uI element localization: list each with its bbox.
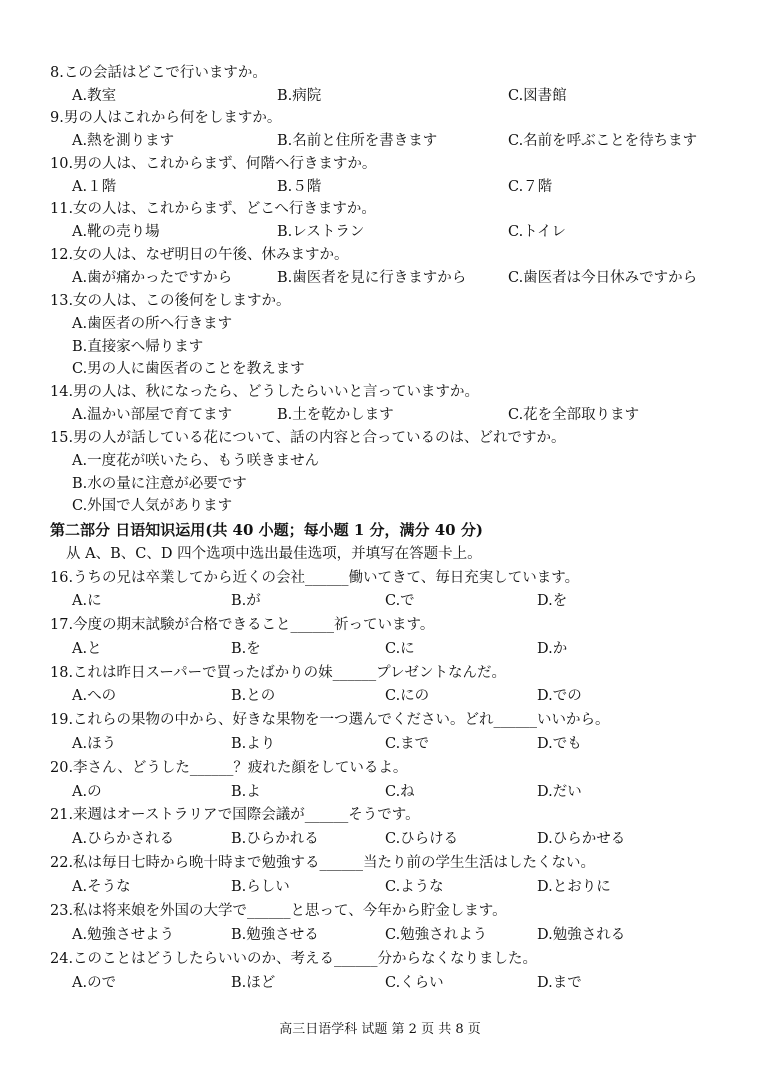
option-a: A.１階 [72, 179, 117, 195]
question-text: 23.私は将来娘を外国の大学で______と思って、今年から貯金します。 [50, 903, 507, 919]
option-a: A.一度花が咲いたら、もう咲きません [72, 453, 320, 469]
question-text: 22.私は毎日七時から晩十時まで勉強する______当たり前の学生生活はしたくない。 [50, 855, 596, 871]
option-b: B.土を乾かします [277, 407, 394, 423]
option-b: B.直接家へ帰ります [72, 339, 204, 355]
question-24 [0, 948, 760, 970]
option-b: B.歯医者を見に行きますから [277, 270, 467, 286]
option-b: B.ひらかれる [231, 831, 319, 847]
question-text: 17.今度の期末試験が合格できること______祈っています。 [50, 617, 435, 633]
question-text: 13.女の人は、この後何をしますか。 [50, 293, 291, 309]
option-c: C.ような [385, 879, 444, 895]
option-a: A.歯が痛かったですから [72, 270, 233, 286]
option-b: B.名前と住所を書きます [277, 133, 438, 149]
option-a: A.教室 [72, 88, 117, 104]
option-c: C.まで [385, 736, 430, 752]
question-text: 8.この会話はどこで行いますか。 [50, 65, 267, 81]
option-d: D.だい [537, 784, 582, 800]
question-text: 21.来週はオーストラリアで国際会議が______そうです。 [50, 807, 420, 823]
option-b: B.が [231, 593, 261, 609]
options-21 [0, 828, 760, 850]
option-b: B.ほど [231, 975, 276, 991]
option-d: D.を [537, 593, 568, 609]
question-14 [0, 381, 760, 403]
option-b: B.勉強させる [231, 927, 319, 943]
option-c: C.男の人に歯医者のことを教えます [72, 361, 305, 377]
options-18 [0, 685, 760, 707]
options-20 [0, 781, 760, 803]
option-a: A.ひらかされる [72, 831, 175, 847]
option-a: A.温かい部屋で育てます [72, 407, 233, 423]
option-a: A.ので [72, 975, 117, 991]
option-13a [0, 313, 760, 335]
question-text: 18.これは昨日スーパーで買ったばかりの妹______プレゼントなんだ。 [50, 665, 507, 681]
option-13c [0, 358, 760, 380]
options-8 [0, 85, 760, 107]
option-c: C.くらい [385, 975, 444, 991]
question-text: 14.男の人は、秋になったら、どうしたらいいと言っていますか。 [50, 384, 480, 400]
question-8 [0, 62, 760, 84]
option-c: C.勉強されよう [385, 927, 488, 943]
option-c: C.に [385, 641, 415, 657]
options-24 [0, 972, 760, 994]
question-12 [0, 244, 760, 266]
option-d: D.か [537, 641, 568, 657]
question-23 [0, 900, 760, 922]
question-text: 15.男の人が話している花について、話の内容と合っているのは、どれですか。 [50, 430, 566, 446]
options-19 [0, 733, 760, 755]
question-18 [0, 662, 760, 684]
question-text: 9.男の人はこれから何をしますか。 [50, 110, 282, 126]
option-d: D.ひらかせる [537, 831, 626, 847]
option-d: D.での [537, 688, 582, 704]
option-c: C.外国で人気があります [72, 498, 233, 514]
option-a: A.ほう [72, 736, 117, 752]
section-instruction-row [0, 543, 760, 565]
question-20 [0, 757, 760, 779]
option-a: A.と [72, 641, 102, 657]
option-b: B.水の量に注意が必要です [72, 476, 247, 492]
option-a: A.の [72, 784, 102, 800]
option-15b [0, 473, 760, 495]
option-b: B.らしい [231, 879, 290, 895]
question-22 [0, 852, 760, 874]
option-a: A.勉強させよう [72, 927, 175, 943]
question-21 [0, 804, 760, 826]
option-c: C.７階 [508, 179, 553, 195]
options-16 [0, 590, 760, 612]
options-10 [0, 176, 760, 198]
question-text: 10.男の人は、これからまず、何階へ行きますか。 [50, 156, 377, 172]
option-d: D.勉強される [537, 927, 626, 943]
option-d: D.とおりに [537, 879, 611, 895]
option-b: B.レストラン [277, 224, 365, 240]
option-a: A.への [72, 688, 117, 704]
option-13b [0, 336, 760, 358]
question-text: 12.女の人は、なぜ明日の午後、休みますか。 [50, 247, 349, 263]
option-a: A.そうな [72, 879, 131, 895]
options-14 [0, 404, 760, 426]
question-17 [0, 614, 760, 636]
option-c: C.名前を呼ぶことを待ちます [508, 133, 698, 149]
options-12 [0, 267, 760, 289]
question-text: 20.李さん、どうした______？疲れた顔をしているよ。 [50, 760, 408, 776]
question-11 [0, 198, 760, 220]
question-9 [0, 107, 760, 129]
option-b: B.との [231, 688, 276, 704]
options-22 [0, 876, 760, 898]
option-d: D.でも [537, 736, 582, 752]
option-c: C.トイレ [508, 224, 566, 240]
section-instruction: 从 A、B、C、D 四个选项中选出最佳选项，并填写在答题卡上。 [66, 546, 482, 562]
question-16 [0, 567, 760, 589]
options-17 [0, 638, 760, 660]
option-c: C.歯医者は今日休みですから [508, 270, 698, 286]
question-text: 16.うちの兄は卒業してから近くの会社______働いてきて、毎日充実しています。 [50, 570, 580, 586]
option-a: A.に [72, 593, 102, 609]
option-c: C.ひらける [385, 831, 459, 847]
option-c: C.ね [385, 784, 415, 800]
option-a: A.歯医者の所へ行きます [72, 316, 233, 332]
option-c: C.で [385, 593, 415, 609]
question-15 [0, 427, 760, 449]
options-9 [0, 130, 760, 152]
option-b: B.５階 [277, 179, 322, 195]
question-text: 11.女の人は、これからまず、どこへ行きますか。 [50, 201, 376, 217]
section-heading: 第二部分 日语知识运用(共 40 小题；每小题 1 分，满分 40 分) [50, 521, 483, 539]
options-11 [0, 221, 760, 243]
option-d: D.まで [537, 975, 582, 991]
option-a: A.熱を測ります [72, 133, 175, 149]
options-23 [0, 924, 760, 946]
option-b: B.より [231, 736, 276, 752]
option-15a [0, 450, 760, 472]
option-15c [0, 495, 760, 517]
option-c: C.図書館 [508, 88, 567, 104]
question-10 [0, 153, 760, 175]
option-b: B.よ [231, 784, 261, 800]
question-text: 19.これらの果物の中から、好きな果物を一つ選んでください。どれ______いいから。 [50, 712, 610, 728]
question-13 [0, 290, 760, 312]
question-text: 24.このことはどうしたらいいのか、考える______分からなくなりました。 [50, 951, 538, 967]
page-footer: 高三日语学科 试题 第 2 页 共 8 页 [279, 1022, 481, 1037]
option-b: B.病院 [277, 88, 322, 104]
option-c: C.にの [385, 688, 430, 704]
question-19 [0, 709, 760, 731]
option-c: C.花を全部取ります [508, 407, 640, 423]
option-a: A.靴の売り場 [72, 224, 160, 240]
option-b: B.を [231, 641, 261, 657]
section-heading-row [0, 519, 760, 541]
